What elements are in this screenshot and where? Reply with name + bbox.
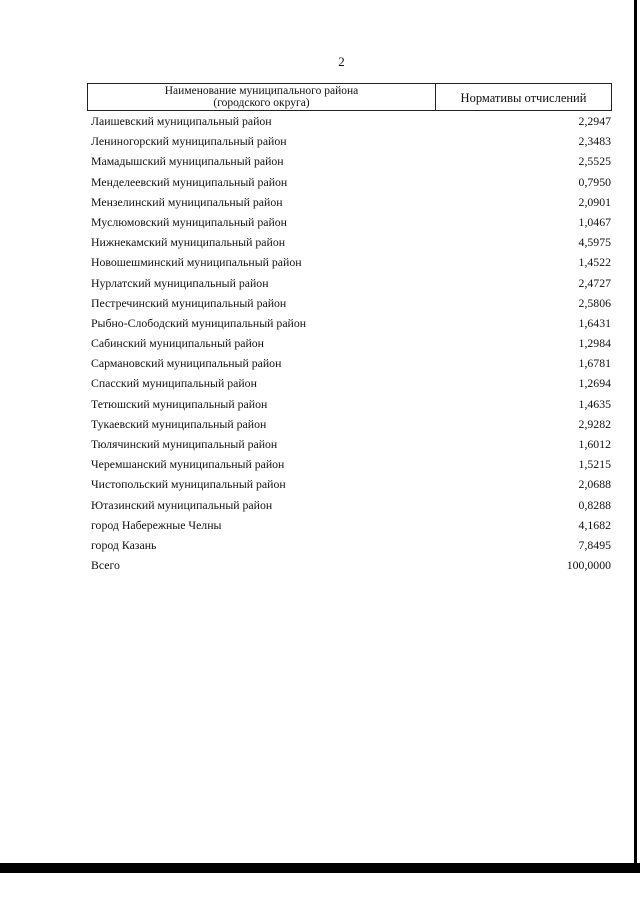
district-name: Нижнекамский муниципальный район — [91, 235, 286, 250]
district-name: Черемшанский муниципальный район — [91, 457, 285, 472]
table-row — [91, 313, 611, 333]
deduction-rate: 4,1682 — [578, 517, 611, 532]
table-row — [91, 151, 611, 171]
table-row — [91, 454, 611, 474]
district-name: Мамадышский муниципальный район — [91, 154, 284, 169]
district-name: Пестречинский муниципальный район — [91, 295, 287, 310]
district-name: Тюлячинский муниципальный район — [91, 437, 278, 451]
table-row — [91, 555, 611, 575]
deduction-rate: 4,5975 — [578, 235, 611, 250]
district-name: Тетюшский муниципальный район — [91, 396, 268, 411]
district-name: Мензелинский муниципальный район — [91, 194, 283, 209]
deduction-rate: 2,0901 — [578, 194, 611, 209]
deduction-rate: 0,7950 — [578, 174, 611, 189]
header-district-name-line1: Наименование муниципального района — [164, 85, 359, 97]
deduction-rate: 2,3483 — [578, 134, 611, 149]
deduction-rate: 1,0467 — [578, 214, 611, 229]
deduction-rate: 1,6431 — [578, 315, 611, 330]
district-name: Лаишевский муниципальный район — [91, 114, 272, 128]
table-row — [91, 414, 611, 434]
deduction-rate: 7,8495 — [578, 537, 611, 552]
district-name: Спасский муниципальный район — [91, 376, 257, 391]
district-name: город Казань — [91, 537, 157, 552]
deduction-rate: 0,8288 — [578, 497, 611, 512]
deduction-rate: 1,6781 — [578, 356, 611, 371]
district-name: Чистопольский муниципальный район — [91, 477, 286, 492]
table-row — [91, 373, 611, 393]
deduction-rate: 1,2694 — [578, 376, 611, 391]
deduction-rate: 1,2984 — [578, 336, 611, 351]
table-header — [87, 83, 612, 111]
table-row — [91, 212, 611, 232]
table-row — [91, 131, 611, 151]
district-name: Тукаевский муниципальный район — [91, 416, 267, 431]
table-row — [91, 252, 611, 272]
deduction-rate: 2,5806 — [578, 295, 611, 310]
deduction-rate: 1,5215 — [578, 457, 611, 472]
deduction-rate: 1,4522 — [578, 255, 611, 270]
district-name: Рыбно-Слободский муниципальный район — [91, 315, 307, 330]
scan-bottom-border — [0, 863, 640, 873]
table-row — [91, 111, 611, 131]
deduction-rate: 2,4727 — [578, 275, 611, 290]
district-name: Ютазинский муниципальный район — [91, 497, 273, 512]
district-name: Лениногорский муниципальный район — [91, 134, 287, 149]
deduction-rate: 2,5525 — [578, 154, 611, 169]
table-row — [91, 515, 611, 535]
deduction-rate: 2,0688 — [578, 477, 611, 492]
deduction-rate: 1,4635 — [578, 396, 611, 411]
deduction-rate: 2,2947 — [578, 114, 611, 128]
deduction-rate: 2,9282 — [578, 416, 611, 431]
district-name: Сабинский муниципальный район — [91, 336, 264, 351]
page-number: 2 — [338, 54, 345, 69]
table-row — [91, 535, 611, 555]
deduction-rate: 100,0000 — [566, 558, 611, 573]
district-name: Новошешминский муниципальный район — [91, 255, 302, 270]
table-row — [91, 293, 611, 313]
district-name: Всего — [91, 558, 120, 573]
table-row — [91, 192, 611, 212]
table-row — [91, 232, 611, 252]
scan-right-border — [634, 0, 637, 873]
header-district-name — [88, 84, 436, 110]
table-row — [91, 495, 611, 515]
district-name: Нурлатский муниципальный район — [91, 275, 269, 290]
district-name: город Набережные Челны — [91, 517, 222, 532]
table-body — [91, 111, 611, 575]
district-name: Сармановский муниципальный район — [91, 356, 282, 371]
table-row — [91, 333, 611, 353]
table-row — [91, 273, 611, 293]
table-row — [91, 172, 611, 192]
district-name: Менделеевский муниципальный район — [91, 174, 288, 189]
header-district-name-line2: (городского округа) — [213, 97, 310, 109]
table-row — [91, 474, 611, 494]
table-row — [91, 353, 611, 373]
header-deduction-rates: Нормативы отчислений — [460, 91, 587, 105]
district-name: Муслюмовский муниципальный район — [91, 214, 287, 229]
deduction-rate: 1,6012 — [578, 437, 611, 451]
table-row — [91, 394, 611, 414]
table-row — [91, 434, 611, 454]
